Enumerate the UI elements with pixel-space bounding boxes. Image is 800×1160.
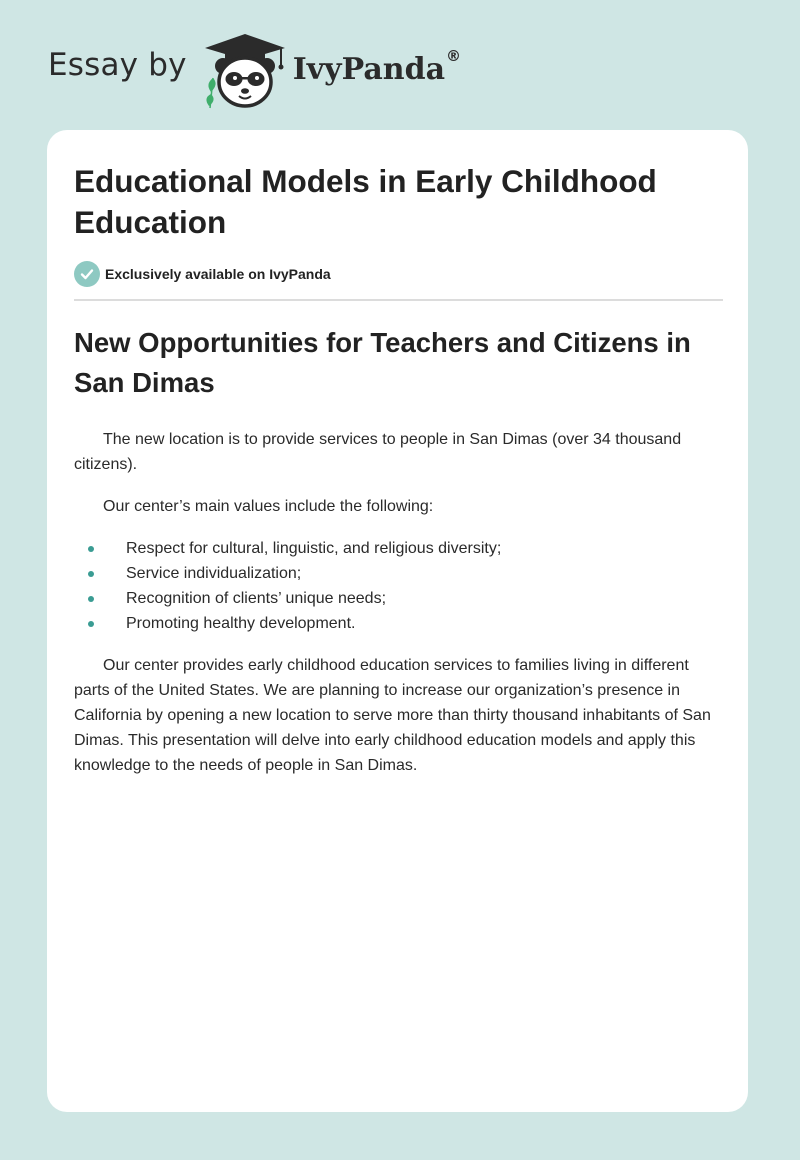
list-item-text: Service individualization; — [126, 565, 302, 582]
brand-name[interactable]: IvyPanda — [292, 51, 446, 87]
list-item-text: Recognition of clients’ unique needs; — [126, 590, 387, 607]
list-item-text: Respect for cultural, linguistic, and religious diversity; — [126, 540, 502, 557]
paragraph-values-lead: Our center’s main values include the following: — [103, 498, 434, 515]
panda-logo-icon[interactable] — [201, 30, 291, 110]
page-title: Educational Models in Early Childhood Education — [74, 163, 657, 240]
bullet-icon — [88, 596, 94, 602]
section-heading: New Opportunities for Teachers and Citizens in San Dimas — [74, 327, 691, 398]
divider — [74, 299, 723, 301]
list-item — [74, 586, 723, 611]
bullet-icon — [88, 546, 94, 552]
list-item-text: Promoting healthy development. — [126, 615, 356, 632]
exclusive-badge — [74, 261, 723, 287]
essay-card — [47, 130, 748, 1112]
values-list — [74, 536, 723, 636]
essay-content — [74, 161, 723, 778]
bullet-icon — [88, 571, 94, 577]
paragraph-body: Our center provides early childhood education services to families living in different parts of the United States. We are planning to increase our organization’s presence in California by opening a new location to serve more than thirty thousand inhabitants of San Dimas. This presentation will delve into early childhood education models and apply this knowledge to the needs of people in San Dimas. — [74, 657, 711, 774]
registered-mark: ® — [446, 47, 462, 65]
list-item — [74, 561, 723, 586]
essay-by-label: Essay by — [48, 47, 187, 83]
check-icon — [74, 261, 100, 287]
paragraph-intro: The new location is to provide services to people in San Dimas (over 34 thousand citizens). — [74, 431, 682, 473]
list-item — [74, 536, 723, 561]
list-item — [74, 611, 723, 636]
bullet-icon — [88, 621, 94, 627]
site-header — [48, 30, 461, 110]
badge-label: Exclusively available on IvyPanda — [105, 266, 331, 282]
